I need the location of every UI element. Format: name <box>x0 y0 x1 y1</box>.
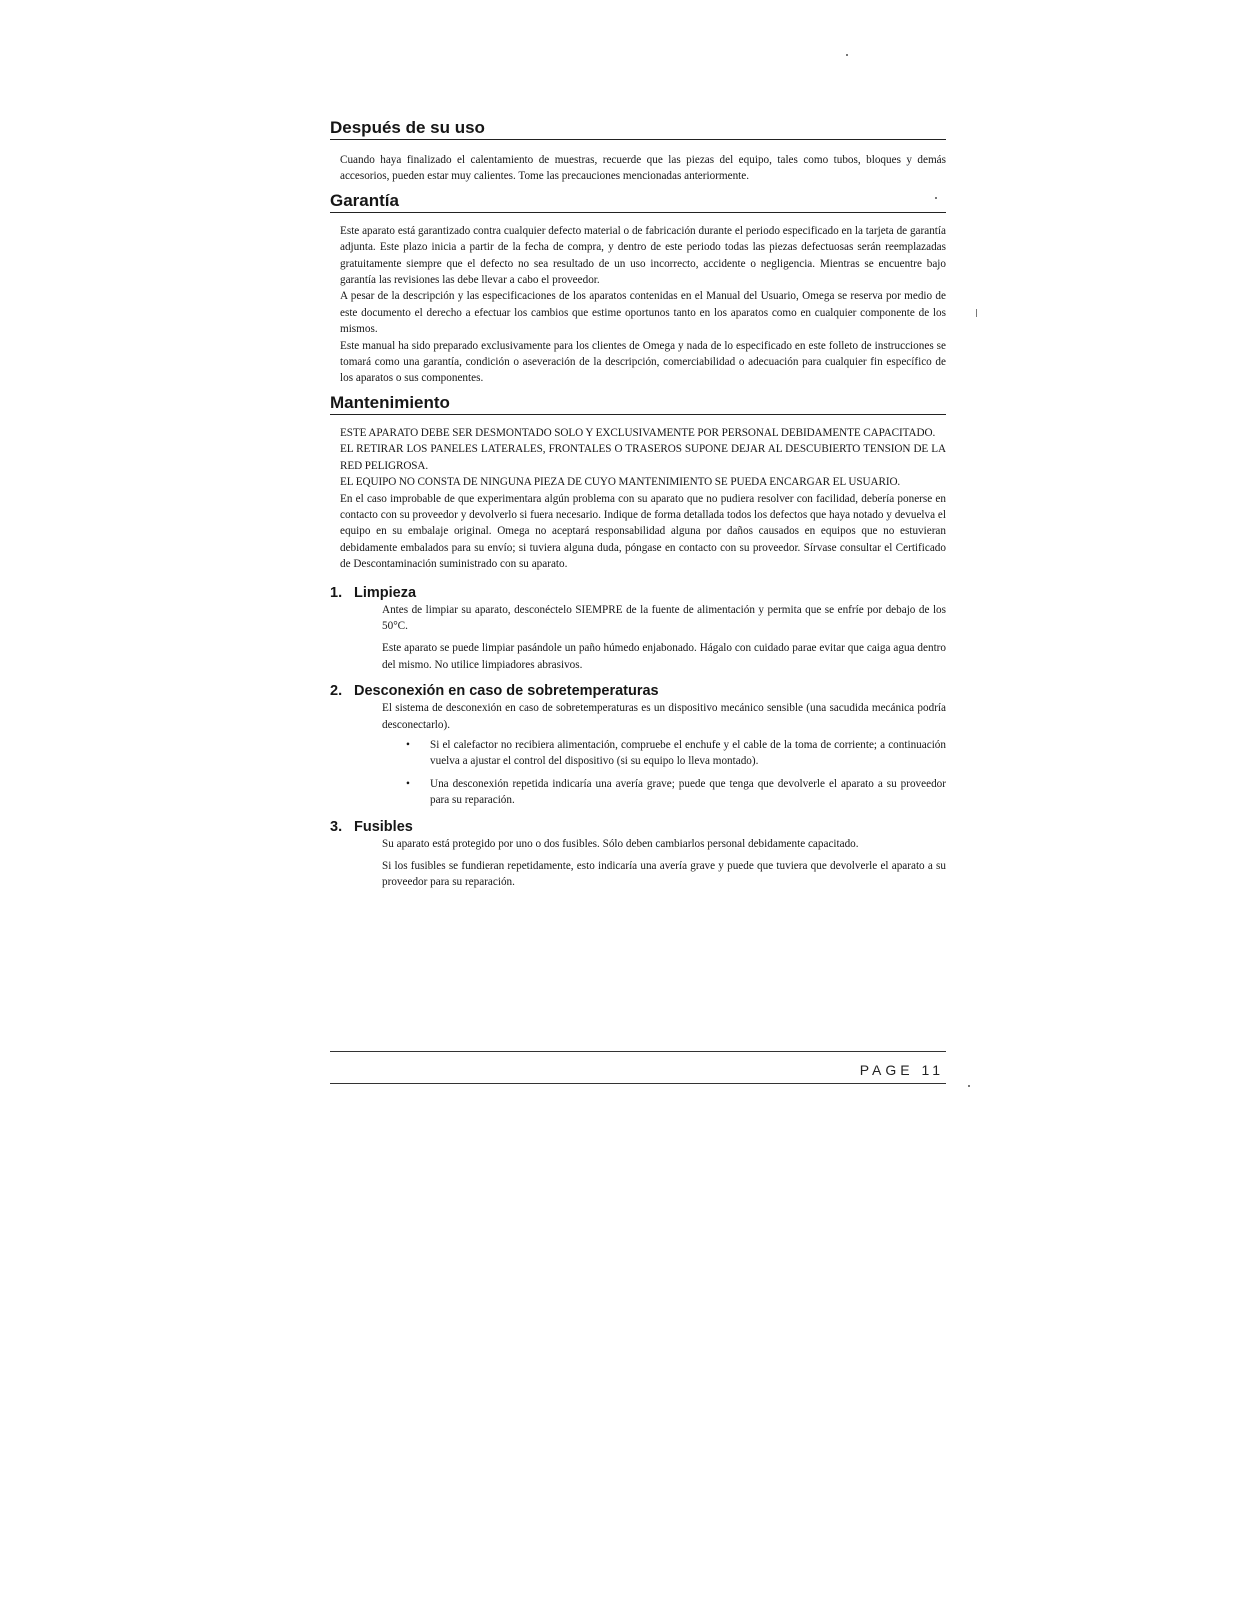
list-item <box>406 737 946 770</box>
subsection-label: Limpieza <box>354 584 417 601</box>
bullet-text: Si el calefactor no recibiera alimentación, compruebe el enchufe y el cable de la toma de corriente; a continuación vuelva a ajustar el control del dispositivo (si su equipo lo lleva montado). <box>430 738 946 768</box>
garantia-paragraph: Este manual ha sido preparado exclusivamente para los clientes de Omega y nada de lo especificado en este folleto de instrucciones se tomará como una garantía, condición o aseveración de la descripción, comerciabilidad o adecuación para cualquier fin específico de los aparatos o sus componentes. <box>340 339 946 385</box>
mantenimiento-warning: ESTE APARATO DEBE SER DESMONTADO SOLO Y EXCLUSIVAMENTE POR PERSONAL DEBIDAMENTE CAPACITADO. <box>340 426 936 439</box>
subsection-label: Fusibles <box>354 818 413 835</box>
section-title-despues: Después de su uso <box>330 118 946 140</box>
garantia-body <box>330 223 946 387</box>
scan-speck <box>976 309 977 317</box>
garantia-paragraph: A pesar de la descripción y las especificaciones de los aparatos contenidas en el Manual del Usuario, Omega se reserva por medio de este documento el derecho a efectuar los cambios que estime oportunos tanto en los aparatos como en cualquier componente de los mismos. <box>340 290 946 336</box>
fusibles-paragraph: Su aparato está protegido por uno o dos fusibles. Sólo deben cambiarlos personal debidamente capacitado. <box>382 837 859 850</box>
subsection-title-desconexion <box>330 683 946 700</box>
desconexion-body <box>330 700 946 808</box>
limpieza-paragraph: Antes de limpiar su aparato, desconéctelo SIEMPRE de la fuente de alimentación y permita que se enfríe por debajo de los 50°C. <box>382 603 946 632</box>
bullet-icon: • <box>406 738 410 751</box>
subsection-number: 1. <box>330 584 343 601</box>
footer-rule-top <box>330 1051 946 1052</box>
subsection-label: Desconexión en caso de sobretemperaturas <box>354 683 659 700</box>
limpieza-body <box>330 602 946 674</box>
scan-speck <box>968 1085 970 1087</box>
list-item <box>406 776 946 809</box>
mantenimiento-body <box>330 425 946 573</box>
despues-text: Cuando haya finalizado el calentamiento de muestras, recuerde que las piezas del equipo, tales como tubos, bloques y demás accesorios, pueden estar muy calientes. Tome las precauciones mencionadas anteriormente. <box>340 154 946 183</box>
fusibles-body <box>330 836 946 891</box>
mantenimiento-warning: EL RETIRAR LOS PANELES LATERALES, FRONTALES O TRASEROS SUPONE DEJAR AL DESCUBIERTO TENSION DE LA RED PELIGROSA. <box>340 443 946 472</box>
page-number: PAGE 11 <box>859 1062 944 1078</box>
mantenimiento-warning: EL EQUIPO NO CONSTA DE NINGUNA PIEZA DE CUYO MANTENIMIENTO SE PUEDA ENCARGAR EL USUARIO. <box>340 476 901 489</box>
subsection-number: 3. <box>330 818 343 835</box>
section-title-mantenimiento: Mantenimiento <box>330 393 946 415</box>
desconexion-text: El sistema de desconexión en caso de sobretemperaturas es un dispositivo mecánico sensible (una sacudida mecánica podría desconectarlo). <box>382 702 946 731</box>
garantia-paragraph: Este aparato está garantizado contra cualquier defecto material o de fabricación durante el periodo especificado en la tarjeta de garantía adjunta. Este plazo inicia a partir de la fecha de compra, y dentro de este periodo todas las piezas defectuosas serán reemplazadas gratuitamente siempre que el defecto no sea resultado de un uso incorrecto, accidente o negligencia. Mientras se encuentre bajo garantía las revisiones las debe llevar a cabo el proveedor. <box>340 224 946 287</box>
bullet-text: Una desconexión repetida indicaría una avería grave; puede que tenga que devolverle el aparato a su proveedor para su reparación. <box>430 777 946 807</box>
scan-speck <box>935 197 937 199</box>
scan-speck <box>846 54 848 56</box>
bullet-icon: • <box>406 777 410 790</box>
manual-page <box>330 118 946 897</box>
limpieza-paragraph: Este aparato se puede limpiar pasándole un paño húmedo enjabonado. Hágalo con cuidado parae evitar que caiga agua dentro del mismo. No utilice limpiadores abrasivos. <box>382 642 946 671</box>
desconexion-bullet-list <box>382 737 946 809</box>
mantenimiento-text: En el caso improbable de que experimentara algún problema con su aparato que no pudiera resolver con facilidad, debería ponerse en contacto con su proveedor y devolverlo si fuera necesario. Indique de forma detallada todos los defectos que haya notado y devuelva el equipo en su embalaje original. Omega no aceptará responsabilidad alguna por daños causados en equipos que no estuvieran debidamente embalados para su envío; si tuviera alguna duda, póngase en contacto con su proveedor. Sírvase consultar el Certificado de Descontaminación suministrado con su aparato. <box>340 492 946 571</box>
footer-rule-bottom <box>330 1083 946 1084</box>
section-title-garantia: Garantía <box>330 191 946 213</box>
subsection-title-limpieza <box>330 585 946 602</box>
fusibles-paragraph: Si los fusibles se fundieran repetidamente, esto indicaría una avería grave y puede que tuviera que devolverle el aparato a su proveedor para su reparación. <box>382 860 946 889</box>
subsection-number: 2. <box>330 683 343 700</box>
subsection-title-fusibles <box>330 819 946 836</box>
